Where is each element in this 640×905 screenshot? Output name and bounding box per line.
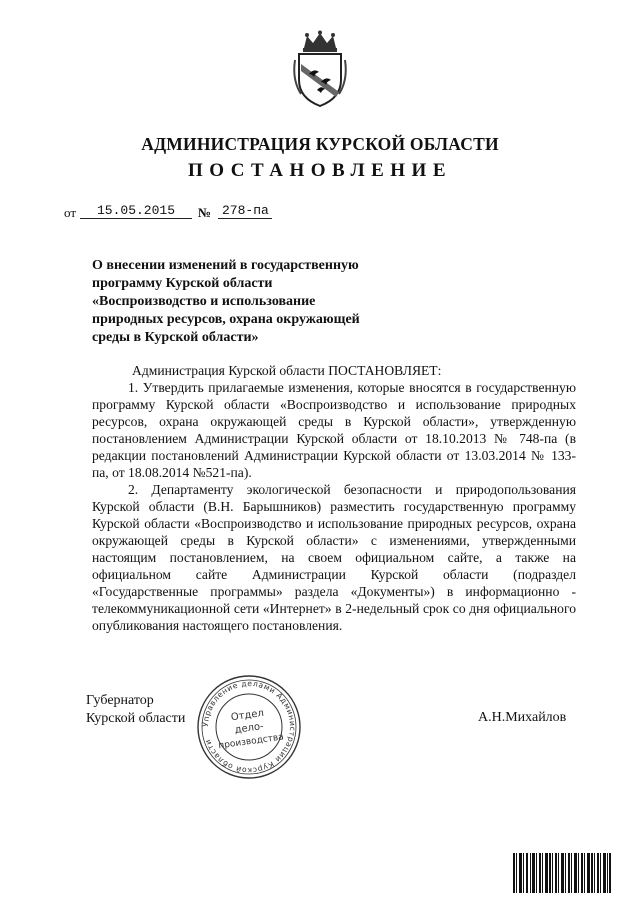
document-number: 278-па: [218, 203, 272, 219]
resolution-item-2: 2. Департаменту экологической безопасности и природопользования Курской области (В.Н. Барышников) разместить государственную программу Курской области «Воспроизводство и использование природных ресурсов, охрана окружающей среды в Курской области» с изменениями, утвержденными настоящим постановлением, на своем официальном сайте, а также на официальном сайте Администрации Курской области (подраздел «Государственные программы» раздела «Документы») в информационно - телекоммуникационной сети «Интернет» в 2-недельный срок со дня официального опубликования настоящего постановления.: [92, 482, 576, 633]
office-stamp: [196, 674, 302, 780]
barcode-icon: [513, 853, 611, 893]
signatory-title: [86, 692, 185, 728]
from-label: от: [64, 205, 77, 220]
stamp-center-line: производства: [217, 732, 285, 752]
stamp-center-line: дело-: [233, 721, 265, 736]
number-sign: №: [198, 205, 212, 220]
organization-name: АДМИНИСТРАЦИЯ КУРСКОЙ ОБЛАСТИ: [141, 134, 499, 154]
stamp-ring-text: Управление делами Администрации Курской области: [200, 678, 298, 776]
signatory-title-line: Губернатор: [86, 693, 154, 708]
subject-line: О внесении изменений в государственную: [92, 258, 359, 273]
document-type-title: ПОСТАНОВЛЕНИЕ: [187, 160, 453, 181]
signatory-name: А.Н.Михайлов: [478, 710, 567, 725]
subject-line: природных ресурсов, охрана окружающей: [92, 312, 360, 327]
subject-line: «Воспроизводство и использование: [92, 294, 316, 309]
coat-of-arms-emblem: [291, 30, 349, 108]
document-date: 15.05.2015: [80, 203, 192, 219]
resolution-item-1: 1. Утвердить прилагаемые изменения, которые вносятся в государственную программу Курской области «Воспроизводство и использование природных ресурсов, охрана окружающей среды в Курской области», утвержденную постановлением Администрации Курской области от 18.10.2013 № 748-па (в редакции постановлений Администрации Курской области от 13.03.2014 № 133-па, от 18.08.2014 №521-па).: [92, 380, 576, 480]
stamp-center-line: Отдел: [230, 707, 265, 724]
signatory-title-line: Курской области: [86, 711, 186, 726]
subject-line: программу Курской области: [92, 276, 273, 291]
resolution-intro: Администрация Курской области ПОСТАНОВЛЯЕТ:: [132, 363, 442, 378]
subject-line: среды в Курской области»: [92, 330, 259, 345]
document-body: [92, 362, 576, 634]
document-subject: [92, 257, 422, 347]
